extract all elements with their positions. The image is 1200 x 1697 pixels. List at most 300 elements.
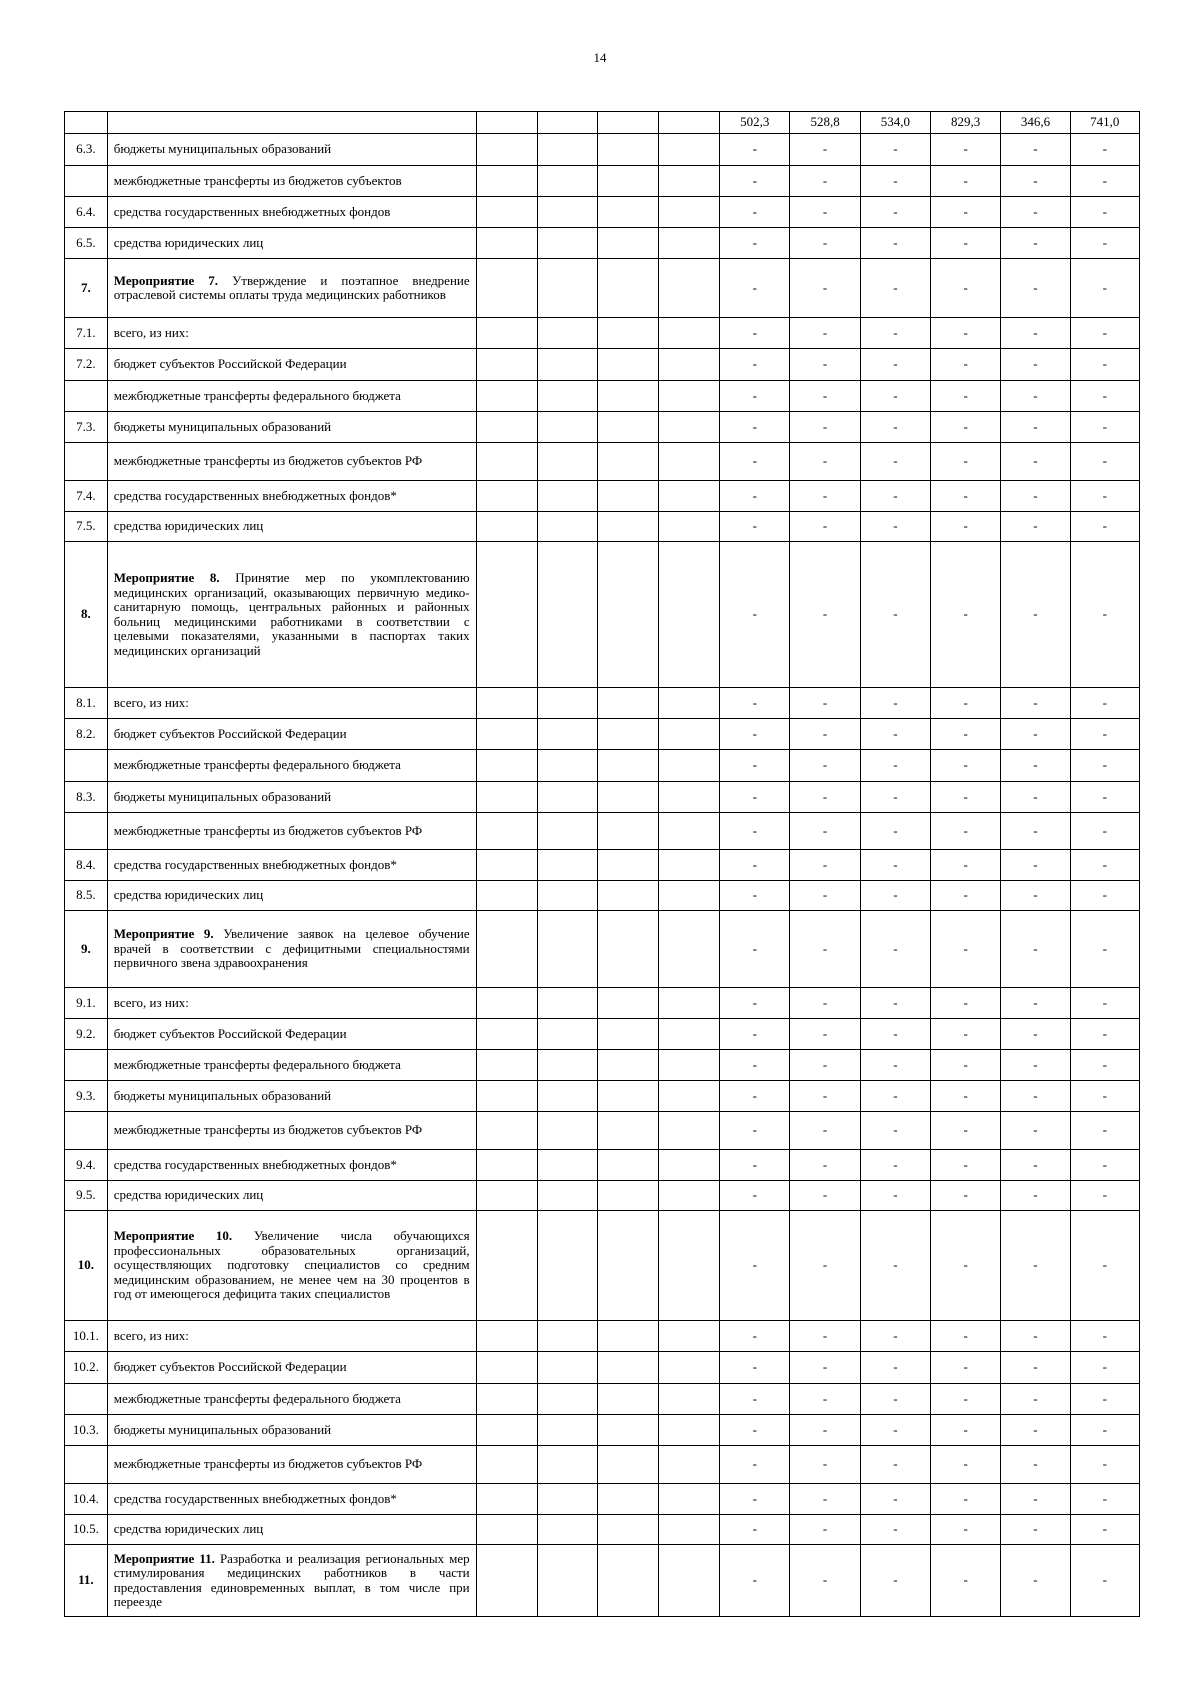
row-description-cell xyxy=(107,259,476,318)
empty-cell xyxy=(659,688,720,719)
value-cell: - xyxy=(720,1112,790,1150)
value-cell: - xyxy=(1001,1211,1070,1321)
value-cell: - xyxy=(790,1352,860,1384)
value-cell: - xyxy=(1001,134,1070,166)
row-description-cell xyxy=(107,512,476,542)
value-cell: - xyxy=(1070,1545,1139,1617)
value-cell: - xyxy=(1070,1415,1139,1446)
value-cell: - xyxy=(1070,1112,1139,1150)
value-cell: - xyxy=(720,166,790,197)
row-description-cell xyxy=(107,166,476,197)
value-cell: - xyxy=(1070,1150,1139,1181)
row-description-cell xyxy=(107,719,476,750)
row-description-cell xyxy=(107,1384,476,1415)
row-description-text: всего, из них: xyxy=(113,1327,189,1343)
row-number-cell: 9.5. xyxy=(65,1181,108,1211)
header-value-cell: 534,0 xyxy=(860,112,930,134)
value-cell: - xyxy=(1001,381,1070,412)
value-cell: - xyxy=(931,349,1001,381)
empty-cell xyxy=(597,1112,658,1150)
value-cell: - xyxy=(1070,1181,1139,1211)
value-cell: - xyxy=(931,881,1001,911)
table-row xyxy=(65,881,1140,911)
row-description-text: средства юридических лиц xyxy=(113,887,264,903)
value-cell: - xyxy=(720,1545,790,1617)
header-empty-cell xyxy=(65,112,108,134)
row-number-cell xyxy=(65,813,108,850)
row-description-cell xyxy=(107,688,476,719)
empty-cell xyxy=(537,512,597,542)
table-row xyxy=(65,318,1140,349)
value-cell: - xyxy=(860,988,930,1019)
empty-cell xyxy=(597,719,658,750)
value-cell: - xyxy=(790,1384,860,1415)
value-cell: - xyxy=(1070,988,1139,1019)
value-cell: - xyxy=(1001,988,1070,1019)
value-cell: - xyxy=(931,381,1001,412)
empty-cell xyxy=(476,1081,537,1112)
value-cell: - xyxy=(720,1019,790,1050)
value-cell: - xyxy=(860,1019,930,1050)
value-cell: - xyxy=(1070,349,1139,381)
value-cell: - xyxy=(860,228,930,259)
empty-cell xyxy=(597,512,658,542)
empty-cell xyxy=(476,318,537,349)
empty-cell xyxy=(597,1384,658,1415)
value-cell: - xyxy=(720,750,790,782)
table-row xyxy=(65,988,1140,1019)
empty-cell xyxy=(476,1050,537,1081)
value-cell: - xyxy=(720,688,790,719)
empty-cell xyxy=(537,688,597,719)
value-cell: - xyxy=(931,988,1001,1019)
empty-cell xyxy=(537,1321,597,1352)
value-cell: - xyxy=(790,850,860,881)
empty-cell xyxy=(476,349,537,381)
value-cell: - xyxy=(1070,750,1139,782)
empty-cell xyxy=(597,481,658,512)
value-cell: - xyxy=(860,1181,930,1211)
empty-cell xyxy=(537,750,597,782)
row-description-cell xyxy=(107,1352,476,1384)
value-cell: - xyxy=(1070,318,1139,349)
empty-cell xyxy=(659,1545,720,1617)
value-cell: - xyxy=(860,1211,930,1321)
row-description-text: межбюджетные трансферты федерального бюджета xyxy=(113,387,401,403)
empty-cell xyxy=(659,782,720,813)
value-cell: - xyxy=(860,719,930,750)
value-cell: - xyxy=(790,1515,860,1545)
empty-cell xyxy=(597,166,658,197)
value-cell: - xyxy=(790,1415,860,1446)
row-description-text: средства юридических лиц xyxy=(113,234,264,250)
row-number-cell xyxy=(65,1446,108,1484)
table-row xyxy=(65,1446,1140,1484)
value-cell: - xyxy=(931,850,1001,881)
empty-cell xyxy=(659,1415,720,1446)
row-number-cell: 9.1. xyxy=(65,988,108,1019)
row-number-cell: 9.2. xyxy=(65,1019,108,1050)
value-cell: - xyxy=(790,318,860,349)
value-cell: - xyxy=(1001,228,1070,259)
table-row xyxy=(65,1515,1140,1545)
value-cell: - xyxy=(931,1384,1001,1415)
empty-cell xyxy=(476,512,537,542)
row-description-cell xyxy=(107,1545,476,1617)
empty-cell xyxy=(597,1446,658,1484)
row-description-text: бюджеты муниципальных образований xyxy=(113,1421,332,1437)
row-description-text: средства государственных внебюджетных фондов xyxy=(113,203,391,219)
value-cell: - xyxy=(1070,381,1139,412)
value-cell: - xyxy=(790,412,860,443)
value-cell: - xyxy=(790,1545,860,1617)
value-cell: - xyxy=(1070,1081,1139,1112)
empty-cell xyxy=(476,850,537,881)
activity-title: Мероприятие 10. xyxy=(113,1228,233,1244)
value-cell: - xyxy=(931,1050,1001,1081)
value-cell: - xyxy=(720,850,790,881)
row-description-cell xyxy=(107,228,476,259)
empty-cell xyxy=(537,881,597,911)
value-cell: - xyxy=(860,134,930,166)
value-cell: - xyxy=(860,1484,930,1515)
empty-cell xyxy=(597,228,658,259)
empty-cell xyxy=(537,412,597,443)
empty-cell xyxy=(659,197,720,228)
empty-cell xyxy=(597,850,658,881)
value-cell: - xyxy=(931,1211,1001,1321)
table-row xyxy=(65,719,1140,750)
value-cell: - xyxy=(931,512,1001,542)
value-cell: - xyxy=(790,1081,860,1112)
row-number-cell xyxy=(65,166,108,197)
empty-cell xyxy=(597,1321,658,1352)
row-description-cell xyxy=(107,1321,476,1352)
empty-cell xyxy=(659,542,720,688)
empty-cell xyxy=(537,1384,597,1415)
row-number-cell xyxy=(65,443,108,481)
empty-cell xyxy=(476,166,537,197)
empty-cell xyxy=(476,1181,537,1211)
activity-title: Мероприятие 9. xyxy=(113,926,214,942)
value-cell: - xyxy=(720,719,790,750)
value-cell: - xyxy=(720,1181,790,1211)
value-cell: - xyxy=(1001,688,1070,719)
empty-cell xyxy=(597,542,658,688)
table-row xyxy=(65,1321,1140,1352)
row-number-cell: 8.3. xyxy=(65,782,108,813)
empty-cell xyxy=(476,1484,537,1515)
empty-cell xyxy=(659,881,720,911)
row-description-cell xyxy=(107,1446,476,1484)
value-cell: - xyxy=(790,1181,860,1211)
empty-cell xyxy=(537,443,597,481)
table-row xyxy=(65,228,1140,259)
row-description-text: всего, из них: xyxy=(113,994,189,1010)
value-cell: - xyxy=(931,134,1001,166)
value-cell: - xyxy=(931,481,1001,512)
value-cell: - xyxy=(720,512,790,542)
empty-cell xyxy=(476,1446,537,1484)
row-number-cell: 10.3. xyxy=(65,1415,108,1446)
value-cell: - xyxy=(931,1515,1001,1545)
row-number-cell xyxy=(65,1384,108,1415)
row-description-cell xyxy=(107,542,476,688)
empty-cell xyxy=(537,1050,597,1081)
empty-cell xyxy=(537,318,597,349)
empty-cell xyxy=(659,228,720,259)
empty-cell xyxy=(659,813,720,850)
empty-cell xyxy=(537,542,597,688)
value-cell: - xyxy=(1070,542,1139,688)
value-cell: - xyxy=(860,1515,930,1545)
empty-cell xyxy=(537,1112,597,1150)
table-header-row xyxy=(65,112,1140,134)
empty-cell xyxy=(597,412,658,443)
row-description-cell xyxy=(107,1515,476,1545)
empty-cell xyxy=(537,228,597,259)
value-cell: - xyxy=(790,542,860,688)
value-cell: - xyxy=(1001,349,1070,381)
empty-cell xyxy=(597,911,658,988)
value-cell: - xyxy=(1070,1019,1139,1050)
value-cell: - xyxy=(860,166,930,197)
value-cell: - xyxy=(931,813,1001,850)
table-row xyxy=(65,688,1140,719)
value-cell: - xyxy=(860,850,930,881)
value-cell: - xyxy=(1001,911,1070,988)
row-number-cell: 9.4. xyxy=(65,1150,108,1181)
empty-cell xyxy=(537,481,597,512)
header-value-cell: 741,0 xyxy=(1070,112,1139,134)
activity-title: Мероприятие 11. xyxy=(113,1550,215,1566)
empty-cell xyxy=(537,349,597,381)
empty-cell xyxy=(476,1150,537,1181)
value-cell: - xyxy=(1001,542,1070,688)
row-number-cell: 9.3. xyxy=(65,1081,108,1112)
row-description-cell xyxy=(107,782,476,813)
row-description-text: межбюджетные трансферты из бюджетов субъектов РФ xyxy=(113,453,423,469)
value-cell: - xyxy=(720,1384,790,1415)
row-description-text: Увеличение заявок на целевое обучение врачей в соответствии с дефицитными специальностями первичного звена здравоохранения xyxy=(113,926,470,971)
table-row xyxy=(65,911,1140,988)
empty-cell xyxy=(597,813,658,850)
value-cell: - xyxy=(1001,412,1070,443)
value-cell: - xyxy=(931,1150,1001,1181)
value-cell: - xyxy=(1001,197,1070,228)
value-cell: - xyxy=(720,1415,790,1446)
header-empty-cell xyxy=(476,112,537,134)
value-cell: - xyxy=(931,197,1001,228)
row-description-cell xyxy=(107,1181,476,1211)
value-cell: - xyxy=(1070,813,1139,850)
value-cell: - xyxy=(720,1211,790,1321)
row-description-cell xyxy=(107,850,476,881)
value-cell: - xyxy=(790,1484,860,1515)
value-cell: - xyxy=(931,443,1001,481)
empty-cell xyxy=(659,1446,720,1484)
row-description-cell xyxy=(107,813,476,850)
empty-cell xyxy=(537,782,597,813)
empty-cell xyxy=(597,988,658,1019)
value-cell: - xyxy=(1001,1415,1070,1446)
value-cell: - xyxy=(860,381,930,412)
row-number-cell: 11. xyxy=(65,1545,108,1617)
value-cell: - xyxy=(790,1150,860,1181)
value-cell: - xyxy=(790,988,860,1019)
value-cell: - xyxy=(1001,750,1070,782)
table-row xyxy=(65,197,1140,228)
value-cell: - xyxy=(790,911,860,988)
row-description-text: средства юридических лиц xyxy=(113,1187,264,1203)
value-cell: - xyxy=(1070,1211,1139,1321)
row-description-text: межбюджетные трансферты из бюджетов субъектов РФ xyxy=(113,822,423,838)
row-description-text: межбюджетные трансферты федерального бюджета xyxy=(113,1056,401,1072)
empty-cell xyxy=(537,1484,597,1515)
row-description-cell xyxy=(107,750,476,782)
empty-cell xyxy=(659,166,720,197)
empty-cell xyxy=(476,1352,537,1384)
row-number-cell: 6.5. xyxy=(65,228,108,259)
value-cell: - xyxy=(790,134,860,166)
empty-cell xyxy=(476,1019,537,1050)
empty-cell xyxy=(659,750,720,782)
page-number: 14 xyxy=(593,50,607,65)
empty-cell xyxy=(597,688,658,719)
empty-cell xyxy=(537,1081,597,1112)
empty-cell xyxy=(659,719,720,750)
table-row xyxy=(65,134,1140,166)
row-description-text: Принятие мер по укомплектованию медицинских организаций, оказывающих первичную медико-санитарную помощь, центральных районных и районных больниц медицинскими работниками в соответствии с целевыми показателями, указанными в паспортах таких медицинских организаций xyxy=(113,570,470,658)
value-cell: - xyxy=(860,1446,930,1484)
value-cell: - xyxy=(1070,1446,1139,1484)
value-cell: - xyxy=(931,719,1001,750)
value-cell: - xyxy=(931,1352,1001,1384)
value-cell: - xyxy=(1070,688,1139,719)
empty-cell xyxy=(476,542,537,688)
value-cell: - xyxy=(1001,1545,1070,1617)
value-cell: - xyxy=(931,1446,1001,1484)
value-cell: - xyxy=(1070,719,1139,750)
value-cell: - xyxy=(860,481,930,512)
budget-table xyxy=(64,111,1140,1617)
table-row xyxy=(65,1211,1140,1321)
value-cell: - xyxy=(931,259,1001,318)
value-cell: - xyxy=(720,349,790,381)
row-number-cell: 10.4. xyxy=(65,1484,108,1515)
empty-cell xyxy=(476,881,537,911)
value-cell: - xyxy=(720,988,790,1019)
row-number-cell: 10.1. xyxy=(65,1321,108,1352)
empty-cell xyxy=(597,259,658,318)
value-cell: - xyxy=(1070,1050,1139,1081)
value-cell: - xyxy=(931,1181,1001,1211)
table-row xyxy=(65,443,1140,481)
value-cell: - xyxy=(860,197,930,228)
value-cell: - xyxy=(1001,1050,1070,1081)
row-description-text: межбюджетные трансферты из бюджетов субъектов xyxy=(113,172,402,188)
value-cell: - xyxy=(931,318,1001,349)
empty-cell xyxy=(597,318,658,349)
row-description-cell xyxy=(107,1112,476,1150)
row-description-cell xyxy=(107,412,476,443)
value-cell: - xyxy=(1001,1321,1070,1352)
value-cell: - xyxy=(720,1321,790,1352)
value-cell: - xyxy=(1001,1446,1070,1484)
value-cell: - xyxy=(790,228,860,259)
value-cell: - xyxy=(1001,512,1070,542)
row-description-cell xyxy=(107,1211,476,1321)
value-cell: - xyxy=(790,1446,860,1484)
value-cell: - xyxy=(860,1150,930,1181)
empty-cell xyxy=(597,782,658,813)
value-cell: - xyxy=(1001,481,1070,512)
row-description-text: бюджеты муниципальных образований xyxy=(113,788,332,804)
value-cell: - xyxy=(1070,481,1139,512)
table-row xyxy=(65,542,1140,688)
empty-cell xyxy=(476,412,537,443)
empty-cell xyxy=(537,1545,597,1617)
row-description-cell xyxy=(107,1050,476,1081)
empty-cell xyxy=(597,1081,658,1112)
empty-cell xyxy=(476,1321,537,1352)
row-description-text: средства государственных внебюджетных фондов* xyxy=(113,1156,397,1172)
empty-cell xyxy=(476,1545,537,1617)
value-cell: - xyxy=(1001,782,1070,813)
value-cell: - xyxy=(1070,1321,1139,1352)
value-cell: - xyxy=(720,782,790,813)
value-cell: - xyxy=(720,228,790,259)
value-cell: - xyxy=(1070,850,1139,881)
row-number-cell xyxy=(65,381,108,412)
empty-cell xyxy=(659,1211,720,1321)
empty-cell xyxy=(659,850,720,881)
table-row xyxy=(65,850,1140,881)
value-cell: - xyxy=(1070,1384,1139,1415)
value-cell: - xyxy=(1070,1515,1139,1545)
row-description-cell xyxy=(107,881,476,911)
empty-cell xyxy=(476,1112,537,1150)
empty-cell xyxy=(597,381,658,412)
value-cell: - xyxy=(720,1050,790,1081)
row-description-text: средства юридических лиц xyxy=(113,518,264,534)
empty-cell xyxy=(537,259,597,318)
value-cell: - xyxy=(720,881,790,911)
value-cell: - xyxy=(860,1050,930,1081)
row-description-text: бюджет субъектов Российской Федерации xyxy=(113,1359,347,1375)
empty-cell xyxy=(659,1150,720,1181)
row-description-cell xyxy=(107,197,476,228)
value-cell: - xyxy=(790,782,860,813)
value-cell: - xyxy=(860,1415,930,1446)
empty-cell xyxy=(476,1515,537,1545)
value-cell: - xyxy=(860,750,930,782)
empty-cell xyxy=(597,134,658,166)
empty-cell xyxy=(659,412,720,443)
table-row xyxy=(65,813,1140,850)
value-cell: - xyxy=(931,1081,1001,1112)
row-description-cell xyxy=(107,988,476,1019)
row-number-cell: 10.2. xyxy=(65,1352,108,1384)
empty-cell xyxy=(659,1019,720,1050)
table-row xyxy=(65,1112,1140,1150)
row-description-text: бюджет субъектов Российской Федерации xyxy=(113,1025,347,1041)
value-cell: - xyxy=(931,911,1001,988)
row-description-text: Разработка и реализация региональных мер стимулирования медицинских работников в части предоставления единовременных выплат, в том числе при переезде xyxy=(113,1550,470,1609)
row-description-cell xyxy=(107,1081,476,1112)
value-cell: - xyxy=(720,412,790,443)
empty-cell xyxy=(476,911,537,988)
